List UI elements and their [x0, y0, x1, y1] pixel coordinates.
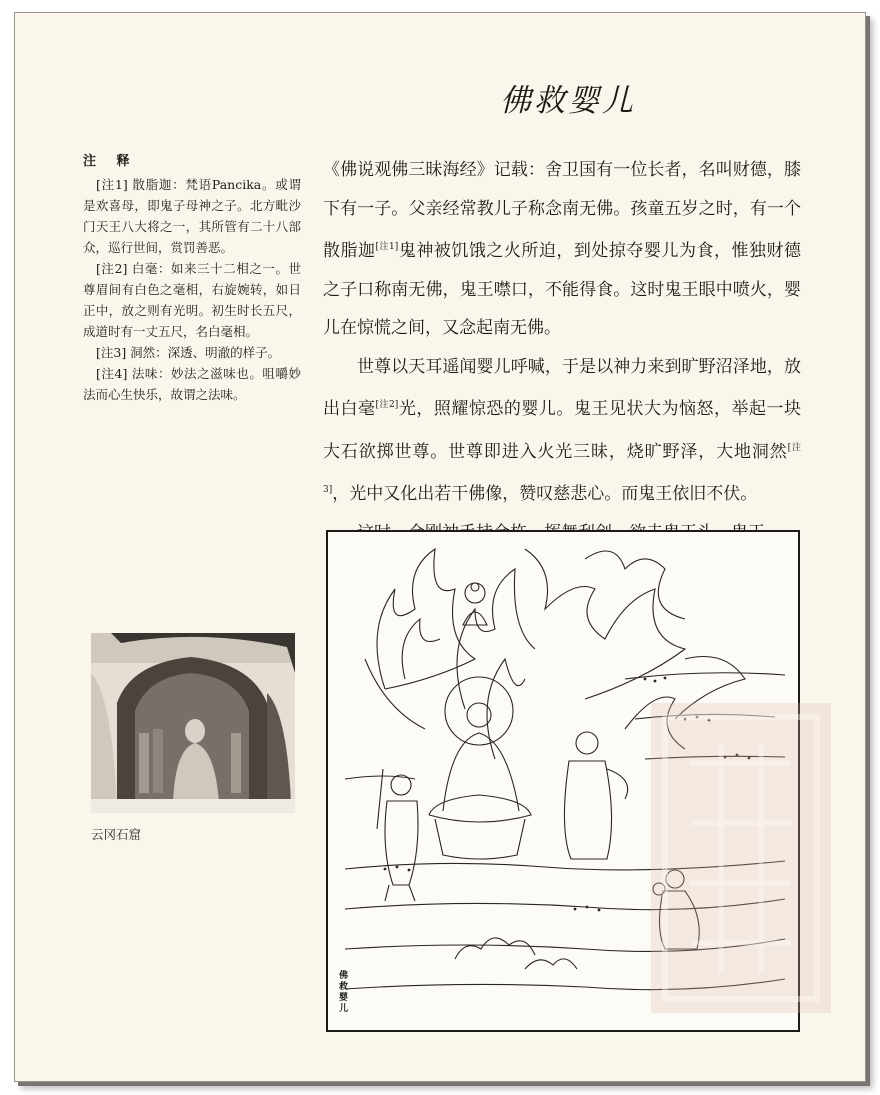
paragraph-2-part-c: ，光中又化出若干佛像，赞叹慈悲心。而鬼王依旧不伏。: [332, 484, 758, 504]
paragraph-1: [323, 151, 801, 348]
body-text: [323, 151, 801, 552]
footnote-ref-1: [注1]: [375, 242, 399, 252]
page-title: 佛救婴儿: [500, 83, 636, 119]
photo-caption: 云冈石窟: [91, 827, 142, 842]
note-4: [注4] 法味：妙法之滋味也。咀嚼妙法而心生快乐，故谓之法味。: [83, 366, 301, 402]
paragraph-1-part-a: 《佛说观佛三昧海经》记载：舍卫国有一位长者，名叫财德，膝下有一子。父亲经常教儿子称念南无佛。孩童五岁之时，有一个散脂迦: [323, 160, 801, 261]
paragraph-2: [323, 348, 801, 514]
paragraph-2-part-a: 世尊以天耳遥闻婴儿呼喊，于是以神力来到旷野沼泽地，放出白毫: [323, 356, 801, 419]
yungang-grotto-photo: [91, 633, 295, 813]
note-1: [注1] 散脂迦：梵语Pancika。或谓是欢喜母，即鬼子母神之子。北方毗沙门天王八大将之一，其所管有二十八部众，巡行世间，赏罚善恶。: [83, 177, 301, 255]
footnote-ref-2: [注2]: [375, 400, 399, 410]
note-2: [注2] 白毫：如来三十二相之一。世尊眉间有白色之毫相，右旋婉转，如日正中，放之则有光明。初生时长五尺，成道时有一丈五尺，名白毫相。: [83, 261, 301, 339]
page-frame: [14, 12, 866, 1082]
footnote-ref-3: [注3]: [323, 442, 802, 495]
notes-column: [83, 151, 301, 405]
paragraph-2-part-b: 光，照耀惊恐的婴儿。鬼王见状大为恼怒，举起一块大石欲掷世尊。世尊即进入火光三昧，烧旷野泽，大地洞然: [323, 399, 802, 462]
watermark-seal: [651, 703, 831, 1013]
paragraph-1-part-b: 鬼神被饥饿之火所迫，到处掠夺婴儿为食，惟独财德之子口称南无佛，鬼王噤口，不能得食。这时鬼王眼中喷火，婴儿在惊慌之间，又念起南无佛。: [323, 241, 802, 338]
note-3: [注3] 洞然：深透、明澈的样子。: [96, 345, 281, 360]
illustration-caption: 佛救婴儿: [339, 971, 349, 1014]
notes-heading: 注 释: [83, 154, 138, 169]
